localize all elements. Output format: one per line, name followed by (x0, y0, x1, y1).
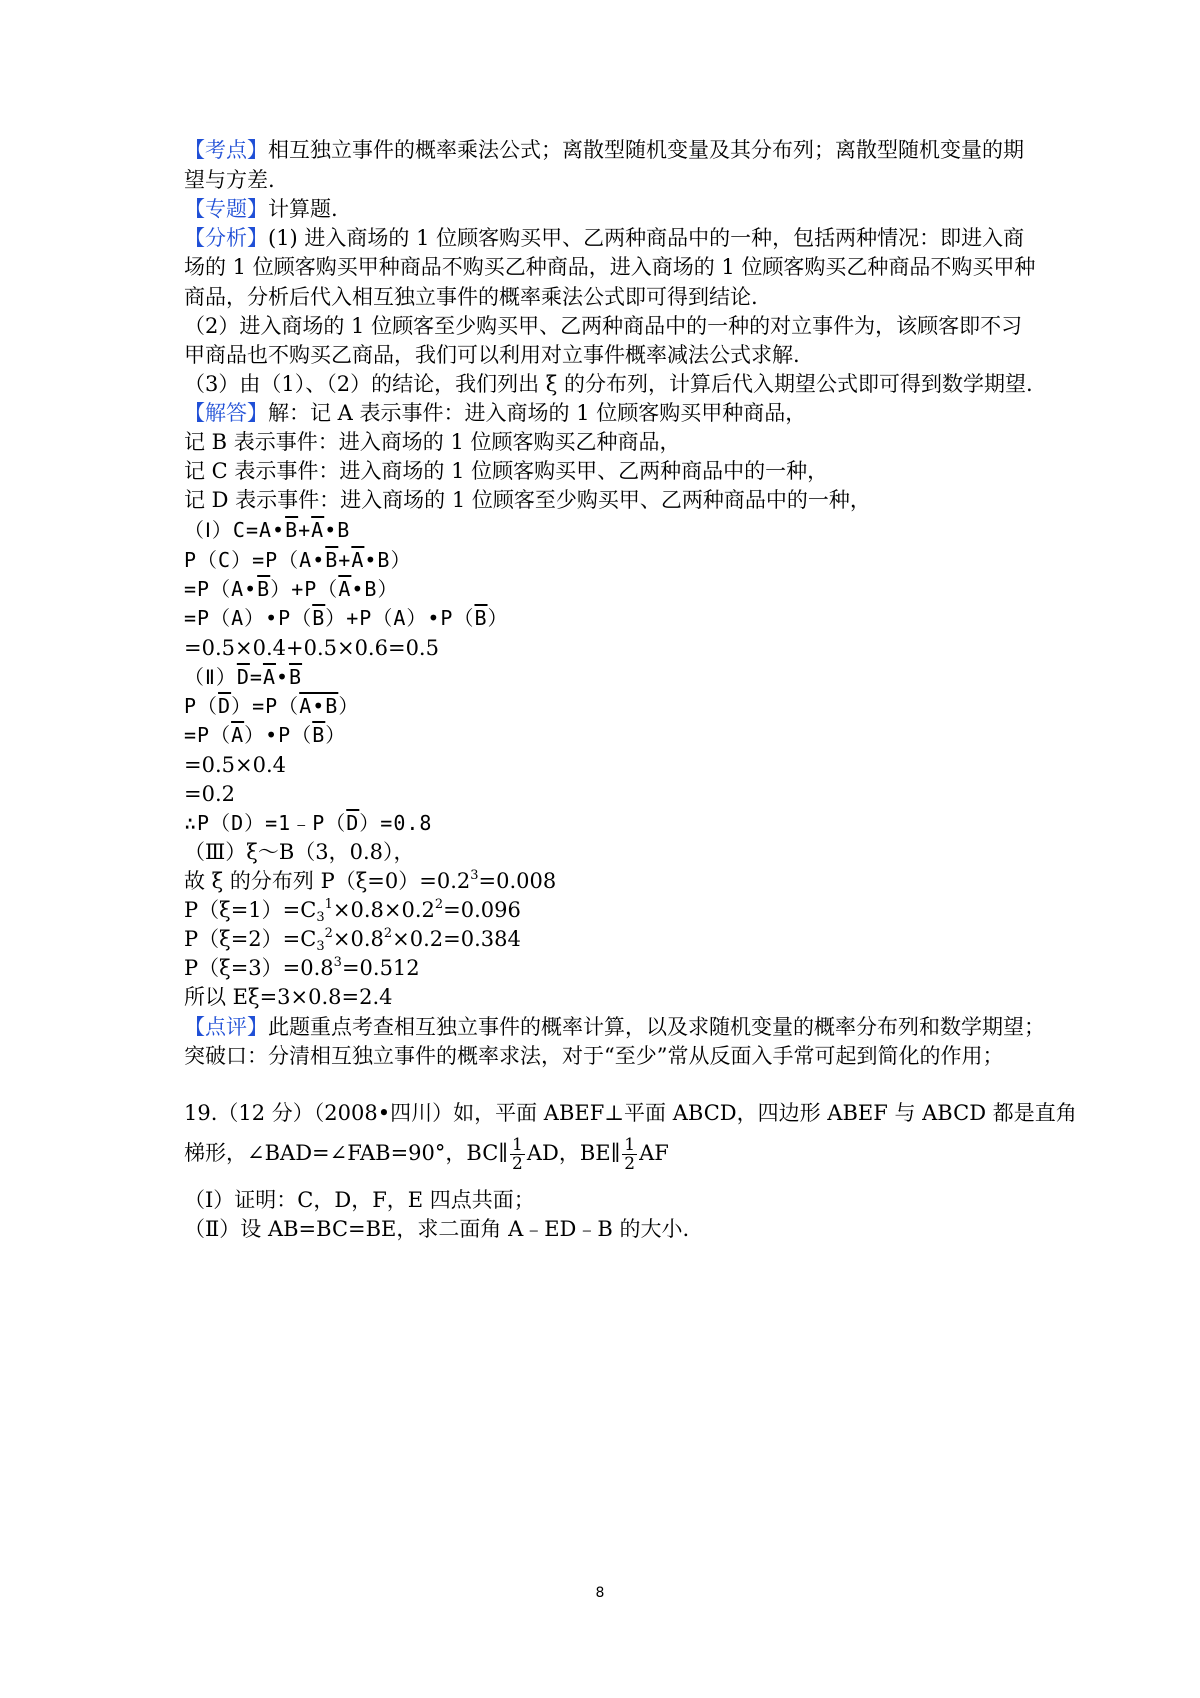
formula-text: + (298, 518, 312, 542)
jieda-text: 记 B 表示事件：进入商场的 1 位顾客购买乙种商品， (184, 430, 681, 454)
fenxi-line-4 (184, 311, 1022, 341)
fenxi-text: （3）由（1）、（2）的结论，我们列出 ξ 的分布列，计算后代入期望公式即可得到数学期望. (184, 372, 1033, 396)
exponent: 1 (324, 897, 333, 912)
kaodian-line-2 (184, 165, 275, 195)
exponent: 2 (383, 926, 393, 941)
fenxi-text: (1) 进入商场的 1 位顾客购买甲、乙两种商品中的一种，包括两种情况：即进入商 (268, 226, 1025, 250)
formula-text: C=A• (232, 518, 286, 542)
a-complement: $\overline{A}$ (231, 723, 245, 747)
formula-text: ）+P（A）•P（ (325, 606, 475, 630)
formula-text: =0.5×0.4+0.5×0.6=0.5 (184, 636, 439, 660)
xi-3 (184, 953, 420, 983)
formula-pd-4 (184, 779, 235, 809)
formula-text: ）•P（ (244, 723, 313, 747)
parallel-equal-symbol: ∥ (498, 1141, 508, 1165)
exponent: 3 (333, 955, 342, 970)
formula-text: = (249, 665, 263, 689)
exponent: 2 (324, 926, 333, 941)
numerator: 1 (624, 1135, 636, 1155)
formula-pc-4 (184, 633, 439, 663)
jieda-text: 记 D 表示事件：进入商场的 1 位顾客至少购买甲、乙两种商品中的一种， (184, 488, 871, 512)
kaodian-text-cont: 望与方差. (184, 168, 275, 192)
problem-text: ，BE (558, 1141, 611, 1165)
formula-text: • (275, 665, 290, 689)
formula-text: P（ (184, 694, 219, 718)
jieda-line-1 (184, 398, 806, 428)
formula-pd-1 (184, 691, 359, 721)
formula-text: •B (324, 518, 351, 542)
b-complement: $\overline{B}$ (312, 606, 326, 630)
b-complement: $\overline{B}$ (285, 518, 299, 542)
formula-text: •B） (351, 577, 399, 601)
formula-text: ）=0.8 (359, 811, 433, 835)
dianping-tag: 【点评】 (184, 1015, 268, 1039)
zhuanti-text: 计算题. (268, 197, 338, 221)
fraction-one-half (510, 1136, 525, 1173)
b-complement: $\overline{B}$ (312, 723, 326, 747)
dianping-text: 突破口：分清相互独立事件的概率求法，对于“至少”常从反面入手常可起到简化的作用； (184, 1044, 1004, 1068)
fraction-one-half (622, 1136, 637, 1173)
exponent: 3 (470, 868, 479, 883)
fenxi-text: 商品，分析后代入相互独立事件的概率乘法公式即可得到结论. (184, 285, 758, 309)
problem-text: AD (526, 1141, 559, 1165)
formula-text: =P（A• (184, 577, 258, 601)
ab-complement: A•B (299, 694, 339, 718)
parallel-equal-symbol: ∥ (610, 1141, 621, 1165)
formula-text: =0.512 (341, 956, 420, 980)
fenxi-line-5 (184, 340, 800, 370)
question-text: （Ⅰ）证明：C，D，F，E 四点共面； (184, 1188, 535, 1212)
formula-text: ∴P（D）=1﹣P（ (184, 811, 347, 835)
jieda-text: 解：记 A 表示事件：进入商场的 1 位顾客购买甲种商品， (268, 401, 807, 425)
formula-text: =0.008 (478, 869, 557, 893)
denominator: 2 (624, 1154, 636, 1174)
jieda-line-2 (184, 427, 681, 457)
formula-text: =P（A）•P（ (184, 606, 313, 630)
expectation (184, 982, 393, 1012)
formula-text: P（ξ=1）=C (184, 898, 317, 922)
fenxi-line-1 (184, 223, 1024, 253)
a-complement: $\overline{A}$ (311, 518, 325, 542)
formula-d-def (184, 662, 302, 692)
jieda-text: 记 C 表示事件：进入商场的 1 位顾客购买甲、乙两种商品中的一种， (184, 459, 829, 483)
fenxi-tag: 【分析】 (184, 226, 268, 250)
formula-text: ）=P（ (231, 694, 300, 718)
kaodian-line-1 (184, 135, 1024, 165)
subscript: 3 (316, 910, 325, 925)
a-complement: $\overline{A}$ (262, 665, 276, 689)
formula-text: ） (487, 606, 509, 630)
problem-text: 梯形，∠BAD=∠FAB=90°，BC (184, 1141, 499, 1165)
numerator: 1 (511, 1135, 523, 1155)
problem-19-q1 (184, 1185, 535, 1215)
d-complement: $\overline{D}$ (218, 694, 232, 718)
fenxi-text: （2）进入商场的 1 位顾客至少购买甲、乙两种商品中的一种的对立事件为，该顾客即不习 (184, 314, 1023, 338)
fenxi-line-2 (184, 252, 1035, 282)
formula-text: + (338, 548, 352, 572)
formula-pc-2 (184, 574, 398, 604)
formula-text: ）+P（ (270, 577, 339, 601)
zhuanti-tag: 【专题】 (184, 197, 268, 221)
dianping-line-1 (184, 1012, 1045, 1042)
xi-1 (184, 895, 521, 925)
b-complement: $\overline{B}$ (289, 665, 303, 689)
formula-text: ×0.8 (332, 927, 384, 951)
xi-0 (184, 866, 556, 896)
kaodian-tag: 【考点】 (184, 138, 268, 162)
zhuanti-line (184, 194, 338, 224)
problem-19-q2 (184, 1214, 689, 1244)
fenxi-text: 场的 1 位顾客购买甲种商品不购买乙种商品，进入商场的 1 位顾客购买乙种商品不购买甲种 (184, 255, 1036, 279)
jieda-line-3 (184, 456, 828, 486)
dianping-text: 此题重点考查相互独立事件的概率计算，以及求随机变量的概率分布列和数学期望； (268, 1015, 1045, 1039)
jieda-tag: 【解答】 (184, 401, 268, 425)
fenxi-text: 甲商品也不购买乙商品，我们可以利用对立事件概率减法公式求解. (184, 343, 800, 367)
page-number: 8 (595, 1585, 605, 1601)
b-complement: $\overline{B}$ (474, 606, 488, 630)
formula-pd-5 (184, 808, 432, 838)
problem-text: AF (639, 1141, 669, 1165)
b-complement: $\overline{B}$ (257, 577, 271, 601)
xi-2 (184, 924, 521, 954)
formula-text: 所以 Eξ=3×0.8=2.4 (184, 985, 393, 1009)
part-2-label: （Ⅱ） (184, 665, 237, 689)
formula-text: =P（ (184, 723, 232, 747)
problem-19-line-2 (184, 1133, 669, 1173)
formula-c-def (184, 515, 350, 545)
question-text: （Ⅱ）设 AB=BC=BE，求二面角 A﹣ED﹣B 的大小. (184, 1217, 690, 1241)
dianping-line-2 (184, 1041, 1003, 1071)
a-complement: $\overline{A}$ (351, 548, 365, 572)
formula-text: P（C）=P（A• (184, 548, 326, 572)
formula-text: ×0.8×0.2 (332, 898, 435, 922)
kaodian-text: 相互独立事件的概率乘法公式；离散型随机变量及其分布列；离散型随机变量的期 (268, 138, 1024, 162)
formula-pc-3 (184, 603, 509, 633)
formula-text: P（ξ=3）=0.8 (184, 956, 334, 980)
d-complement: $\overline{D}$ (346, 811, 360, 835)
formula-text: =0.5×0.4 (184, 753, 286, 777)
fenxi-line-3 (184, 282, 758, 312)
problem-text: 19.（12 分）（2008•四川）如，平面 ABEF⊥平面 ABCD，四边形 ABEF 与 ABCD 都是直角 (184, 1101, 1077, 1125)
formula-text: =0.2 (184, 782, 235, 806)
formula-text: P（ξ=2）=C (184, 927, 317, 951)
formula-text: •B） (364, 548, 412, 572)
a-complement: $\overline{A}$ (338, 577, 352, 601)
xi-distribution-label (184, 837, 415, 867)
b-complement: $\overline{B}$ (325, 548, 339, 572)
formula-pd-2 (184, 720, 346, 750)
part-1-label: （Ⅰ） (184, 518, 233, 542)
denominator: 2 (511, 1154, 523, 1174)
problem-19-line-1 (184, 1098, 1077, 1128)
formula-text: 故 ξ 的分布列 P（ξ=0）=0.2 (184, 869, 471, 893)
formula-pd-3 (184, 750, 286, 780)
formula-text: （Ⅲ）ξ～B（3，0.8）， (184, 840, 415, 864)
d-complement: $\overline{D}$ (236, 665, 250, 689)
formula-text: ×0.2=0.384 (392, 927, 521, 951)
exponent: 2 (434, 897, 444, 912)
formula-text: ） (325, 723, 347, 747)
jieda-line-4 (184, 485, 871, 515)
fenxi-line-6 (184, 369, 1033, 399)
subscript: 3 (316, 939, 325, 954)
formula-text: ） (338, 694, 360, 718)
formula-pc-1 (184, 545, 411, 575)
formula-text: =0.096 (443, 898, 521, 922)
